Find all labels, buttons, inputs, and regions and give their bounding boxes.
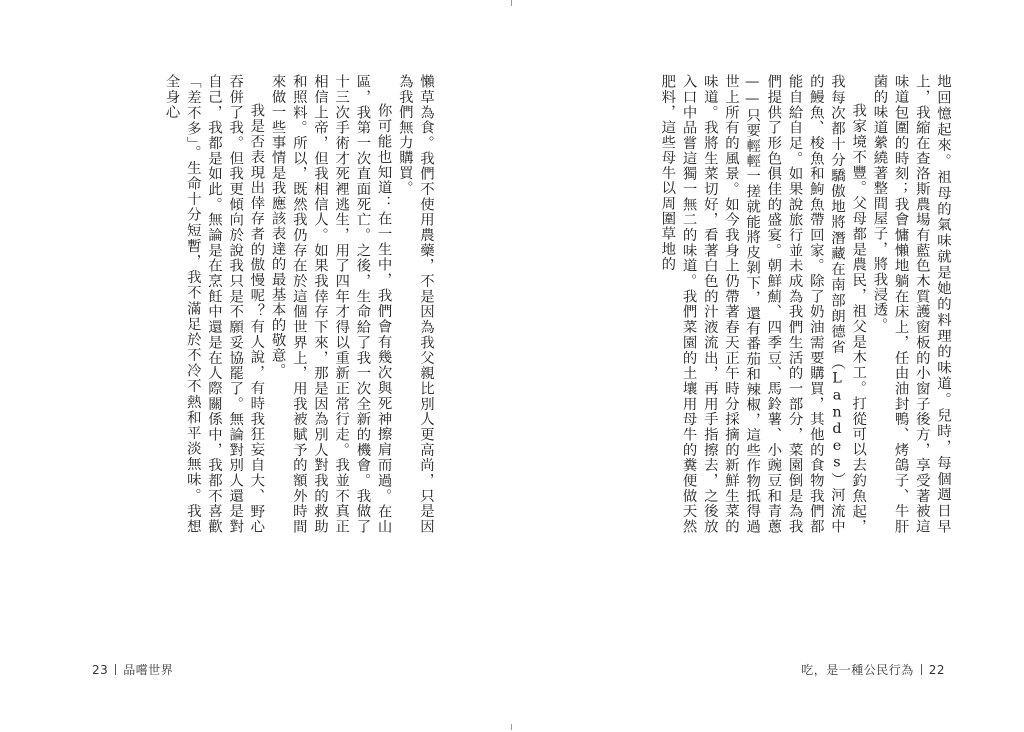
running-title: 品嚐世界 [123,663,174,677]
footer-separator [921,664,922,675]
paragraph: 我家境不豐。父母都是農民，祖父是木工。打從可以去釣魚起，我每次都十分驕傲地將潛藏在南部朗德省（Landes）河流中的鰻魚、梭魚和鮈魚帶回家。除了奶油需要購買，其他的食物我們都能自給自足。如果說旅行並未成為我們生活的一部分，菜園倒是為我們提供了形色俱佳的盛宴。朝鮮薊、四季豆、馬鈴薯、小豌豆和青蔥——只要輕輕一搓就能將皮剝下，還有番茄和辣椒，這些作物抵得過世上所有的風景。如今我身上仍帶著春天正午時分採摘的新鮮生菜的味道。我將生菜切好，看著白色的汁液流出，再用手指擦去，之後放入口中品嘗這獨一無二的味道。我們菜園的土壤用母牛的糞便做天然肥料，這些母牛以周圍草地的 [659,74,867,534]
running-title: 吃，是一種公民行為 [801,663,914,677]
right-page [512,0,1024,732]
paragraph: 懶草為食。我們不使用農藥，不是因為我父親比別人更高尚，只是因為我們無力購買。 [396,74,434,534]
paragraph: 你可能也知道：在一生中，我們會有幾次與死神擦肩而過。在山區，我第一次直面死亡。之後，生命給了我一次全新的機會。我做了十三次手術才死裡逃生，用了四年才得以重新正常行走。我並不真正相信上帝，但我相信人。如果我倖存下來，那是因為別人對我的救助和照料。所以，既然我仍存在於這個世界上，用我被賦予的額外時間來做一些事情是我應該表達的最基本的敬意。 [269,74,392,534]
footer-separator [115,664,116,675]
left-page-footer [92,661,173,678]
page-number: 22 [928,663,945,677]
right-page-footer [801,661,945,678]
page-number: 23 [92,663,109,677]
left-page-text [81,74,436,534]
right-page-text [588,74,953,534]
paragraph: 我是否表現出倖存者的傲慢呢？有人說，有時我狂妄自大、野心吞併了我。但我更傾向於說我只是不願妥協罷了。無論對別人還是對自己，我都是如此。無論是在烹飪中還是在人際關係中，我都不喜歡「差不多」。生命十分短暫，我不滿足於不冷不熱和平淡無味。我想全身心 [163,74,265,534]
paragraph: 地回憶起來。祖母的氣味就是她的料理的味道。兒時，每個週日早上，我縮在查洛斯農場有藍色木質護窗板的小窗子後方，享受著被這味道包圍的時刻；我會慵懶地躺在床上，任由油封鴨、烤鴿子、牛肝菌的味道縈繞著整間屋子，將我浸透。 [871,74,951,534]
